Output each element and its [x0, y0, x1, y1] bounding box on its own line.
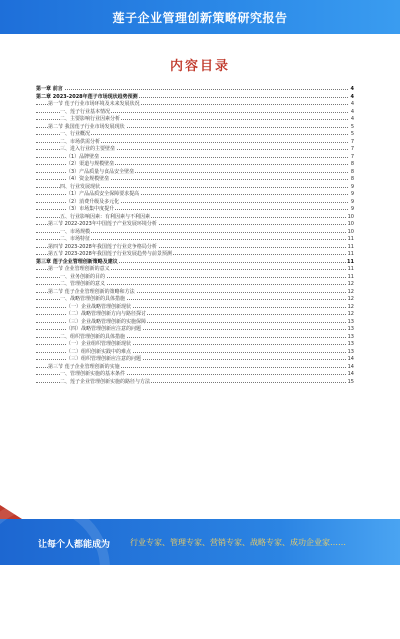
toc-entry-page: 15 — [347, 378, 354, 385]
toc-entry[interactable] — [36, 139, 354, 147]
toc-entry-page: 7 — [350, 146, 354, 152]
toc-entry[interactable] — [36, 236, 354, 244]
toc-entry-page: 8 — [350, 168, 354, 175]
toc-entry[interactable] — [36, 191, 354, 199]
toc-entry-page: 5 — [350, 131, 354, 137]
toc-entry-label: 第一节 企业管理创新的意义 — [48, 266, 110, 272]
footer-tags: 行业专家、管理专家、营销专家、战略专家、成功企业家…… — [130, 538, 346, 547]
toc-entry-label: 第一节 莲子行业市场环境及未来发展状况 — [48, 101, 140, 107]
toc-entry-label: 第二节 莲子企业管理创新的策略和方法 — [48, 288, 135, 295]
toc-entry-label: 四、行业发展现状 — [60, 183, 101, 190]
toc-entry[interactable] — [36, 379, 354, 387]
header-banner — [0, 0, 400, 34]
toc-entry-page: 12 — [347, 303, 354, 310]
toc-entry-page: 11 — [347, 258, 354, 265]
toc-entry-page: 5 — [350, 123, 354, 130]
toc-entry-label: 五、行业影响因素：有利因素与不利因素 — [60, 213, 151, 220]
toc-entry-page: 11 — [347, 266, 354, 272]
arc-decoration — [0, 499, 110, 639]
toc-entry-label: （2）渠道与规模壁垒 — [66, 161, 115, 167]
toc-entry-label: （4）资金规模壁垒 — [66, 176, 110, 182]
toc-entry[interactable] — [36, 94, 354, 102]
toc-entry[interactable] — [36, 116, 354, 124]
toc-entry[interactable] — [36, 311, 354, 319]
footer-slogan: 让每个人都能成为 — [38, 540, 111, 550]
toc-entry-label: 三、进入行业的主要壁垒 — [60, 146, 116, 152]
toc-entry-label: 一、管理创新实施的基本条件 — [60, 371, 126, 377]
toc-entry-label: （三）组织管理创新应注意的问题 — [66, 356, 142, 362]
toc-entry-label: 二、莲子企业管理创新实施的路径与方法 — [60, 378, 151, 385]
toc-entry-page: 4 — [350, 93, 354, 100]
toc-entry[interactable] — [36, 274, 354, 282]
toc-entry[interactable] — [36, 161, 354, 169]
toc-entry-label: 第三章 莲子企业管理创新策略及建议 — [36, 258, 118, 265]
toc-entry[interactable] — [36, 296, 354, 304]
toc-entry-label: 第三节 莲子企业管理创新的实施 — [48, 363, 120, 370]
toc-entry[interactable] — [36, 289, 354, 297]
toc-entry-page: 11 — [347, 273, 354, 280]
toc-entry-page: 9 — [350, 183, 354, 190]
toc-entry-page: 10 — [347, 228, 354, 235]
toc-entry[interactable] — [36, 199, 354, 207]
toc-entry-label: （二）战略管理创新方向与路径探讨 — [66, 311, 147, 317]
toc-entry-label: 二、市场特征 — [60, 236, 91, 242]
toc-entry-page: 13 — [347, 318, 354, 325]
toc-entry-page: 11 — [347, 251, 354, 257]
toc-entry-page: 9 — [350, 198, 354, 205]
toc-entry-label: 第一章 前言 — [36, 86, 63, 92]
toc-entry-page: 7 — [350, 138, 354, 145]
toc-entry-label: 二、组织管理创新的具体措施 — [60, 333, 126, 340]
toc-entry[interactable] — [36, 184, 354, 192]
toc-entry-page: 12 — [347, 281, 354, 287]
toc-leader-dots — [36, 89, 348, 90]
toc-entry[interactable] — [36, 266, 354, 274]
toc-entry[interactable] — [36, 244, 354, 252]
toc-entry-page: 13 — [347, 326, 354, 332]
toc-entry[interactable] — [36, 176, 354, 184]
toc-entry-label: 一、行业概况 — [60, 131, 91, 137]
toc-entry[interactable] — [36, 259, 354, 267]
toc-entry-label: 二、主要影响行业因素分析 — [60, 116, 121, 122]
toc-entry-page: 12 — [347, 296, 354, 302]
toc-entry-page: 7 — [350, 153, 354, 160]
document-title: 莲子企业管理创新策略研究报告 — [112, 11, 288, 25]
toc-entry-page: 14 — [347, 363, 354, 370]
toc-entry-page: 12 — [347, 311, 354, 317]
toc-entry[interactable] — [36, 169, 354, 177]
toc-title: 内容目录 — [169, 59, 230, 74]
toc-entry-label: 二、市场供需分析 — [60, 138, 101, 145]
toc-entry-label: 第二节 我国莲子行业市场发展现状 — [48, 123, 125, 130]
toc-entry-page: 13 — [347, 341, 354, 347]
toc-entry-page: 13 — [347, 348, 354, 355]
toc-entry[interactable] — [36, 109, 354, 117]
toc-entry[interactable] — [36, 364, 354, 372]
toc-entry[interactable] — [36, 371, 354, 379]
toc-entry-page: 10 — [347, 213, 354, 220]
toc-entry[interactable] — [36, 334, 354, 342]
toc-entry-label: 二、管理创新的意义 — [60, 281, 106, 287]
toc-entry[interactable] — [36, 229, 354, 237]
toc-entry[interactable] — [36, 86, 354, 94]
toc-entry-page: 9 — [350, 191, 354, 197]
toc-entry-page: 4 — [350, 86, 354, 92]
toc-entry-label: （2）消费升级及多元化 — [66, 198, 120, 205]
toc-entry-label: 第五节 2023-2028年我国莲子行业发展趋势与前景预测 — [48, 251, 172, 257]
toc-entry[interactable] — [36, 154, 354, 162]
table-of-contents — [36, 86, 354, 386]
toc-entry-label: 一、战略管理创新的具体措施 — [60, 296, 126, 302]
toc-entry[interactable] — [36, 304, 354, 312]
footer-banner — [0, 519, 400, 565]
toc-entry-page: 12 — [347, 288, 354, 295]
toc-entry-label: 第四节 2023-2028年我国莲子行业竞争格局分析 — [48, 243, 157, 250]
toc-entry[interactable] — [36, 214, 354, 222]
toc-entry[interactable] — [36, 281, 354, 289]
toc-entry[interactable] — [36, 319, 354, 327]
toc-entry[interactable] — [36, 356, 354, 364]
toc-entry-label: 一、莲子行业基本情况 — [60, 108, 111, 115]
toc-entry-page: 13 — [347, 333, 354, 340]
toc-entry-page: 4 — [350, 116, 354, 122]
toc-entry-page: 4 — [350, 108, 354, 115]
toc-entry[interactable] — [36, 326, 354, 334]
toc-entry-page: 9 — [350, 206, 354, 212]
toc-entry-label: （一）企业组织管理创新现状 — [66, 341, 132, 347]
toc-entry-label: （四）战略管理创新应注意的问题 — [66, 326, 142, 332]
toc-entry-page: 8 — [350, 161, 354, 167]
toc-entry-page: 11 — [347, 243, 354, 250]
toc-entry-label: （1）品牌壁垒 — [66, 153, 100, 160]
toc-entry[interactable] — [36, 349, 354, 357]
toc-entry-label: （3）产品质量与食品安全壁垒 — [66, 168, 135, 175]
toc-entry[interactable] — [36, 146, 354, 154]
toc-entry[interactable] — [36, 341, 354, 349]
toc-entry[interactable] — [36, 221, 354, 229]
toc-entry[interactable] — [36, 206, 354, 214]
toc-entry-page: 14 — [347, 371, 354, 377]
toc-entry-page: 8 — [350, 176, 354, 182]
toc-entry-page: 14 — [347, 356, 354, 362]
toc-entry-label: 一、市场规模 — [60, 228, 91, 235]
toc-entry[interactable] — [36, 101, 354, 109]
toc-entry-page: 4 — [350, 101, 354, 107]
toc-entry[interactable] — [36, 124, 354, 132]
toc-entry[interactable] — [36, 131, 354, 139]
toc-entry-label: （1）产品品质安全保障要求提高 — [66, 191, 140, 197]
toc-entry-label: 一、业务创新的目的 — [60, 273, 106, 280]
toc-entry-page: 10 — [347, 221, 354, 227]
toc-entry-label: （3）市场集中度提升 — [66, 206, 115, 212]
toc-entry-label: （一）企业战略管理创新现状 — [66, 303, 132, 310]
toc-entry-page: 11 — [347, 236, 354, 242]
toc-entry-label: （二）组织创新实践中的难点 — [66, 348, 132, 355]
toc-entry[interactable] — [36, 251, 354, 259]
toc-entry-label: （三）企业战略管理创新的实施保障 — [66, 318, 147, 325]
toc-entry-label: 第二章 2023-2028年莲子市场现状趋势预测 — [36, 93, 138, 100]
toc-entry-label: 第三节 2022-2023年中国莲子产业发展环境分析 — [48, 221, 157, 227]
